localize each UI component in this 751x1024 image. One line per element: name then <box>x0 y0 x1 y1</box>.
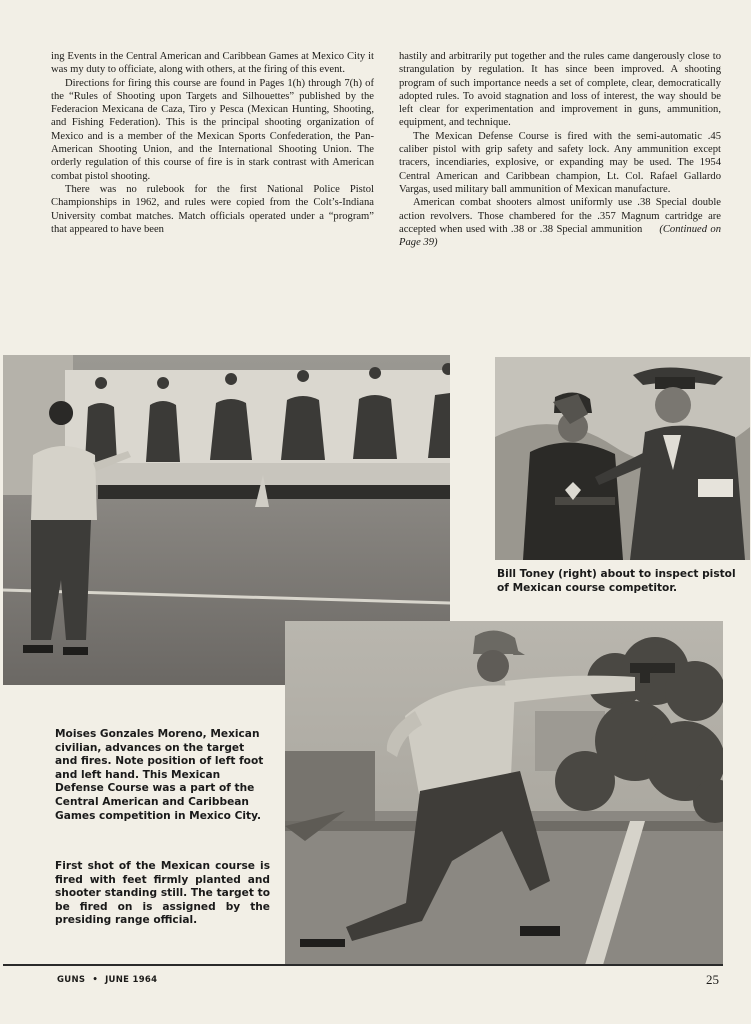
magazine-name: GUNS <box>57 975 86 985</box>
continued-note: (Continued on Page 39) <box>399 223 722 249</box>
paragraph: Directions for firing this course are found in Pages 1(h) through 7(h) of the “Rules of Shooting upon Targets and Silhouettes” published by the Federacion Mexicana de Caza, Tiro y Pesca (Mexican Hunting, Shooting, and Fishing Federation). This is the principal shooting organization of Mexico and is a member of the Mexican Sports Confederation, the Pan-American Shooting Union, and the International Shooting Union. The orderly regulation of this course of fire is in stark contrast with American combat pistol shooting. <box>51 77 374 182</box>
first-shot-caption: First shot of the Mexican course is fired with feet firmly planted and shooter standing still. The target to be fired on is assigned by the presiding range official. <box>55 860 270 927</box>
paragraph-text: American combat shooters almost uniformly use .38 Special double action revolvers. Those chambered for the .357 Magnum cartridge are accepted when used with .38 or .38 Special ammunition <box>399 197 721 235</box>
footer-rule <box>3 964 723 966</box>
moreno-caption: Moises Gonzales Moreno, Mexican civilian, advances on the target and fires. Note position of left foot and left hand. This Mexican Defense Course was a part of the Central American and Caribbean Games competition in Mexico City. <box>55 728 264 822</box>
paragraph: hastily and arbitrarily put together and the rules came dangerously close to strangulation by regulation. It has since been improved. A shooting program of such importance needs a set of complete, clear, democratically adopted rules. To avoid stagnation and loss of interest, the way should be left clear for experimentation and improvement in guns, ammunition, equipment, and technique. <box>399 51 721 129</box>
article-left-column <box>51 50 374 236</box>
paragraph: ing Events in the Central American and Caribbean Games at Mexico City it was my duty to officiate, along with others, at the firing of this event. <box>51 51 374 76</box>
firing-photo <box>285 621 723 965</box>
paragraph: The Mexican Defense Course is fired with the semi-automatic .45 caliber pistol with grip safety and safety lock. Any ammunition except tracers, incendiaries, explosive, or expanding may be used. The 1954 Central American and Caribbean champion, Lt. Col. Rafael Gallardo Vargas, used military ball ammunition of Mexican manufacture. <box>399 130 721 195</box>
article-right-column <box>399 50 721 249</box>
page-number: 25 <box>706 972 719 987</box>
separator-dot: • <box>92 975 99 985</box>
issue-date: JUNE 1964 <box>105 975 158 985</box>
paragraph <box>399 196 721 249</box>
paragraph: There was no rulebook for the first National Police Pistol Championships in 1962, and rules were copied from the Colt’s-Indiana University combat matches. Match officials operated under a “program” that appeared to have been <box>51 183 374 235</box>
inspection-photo <box>495 357 750 560</box>
footer-credit <box>57 975 157 985</box>
inspection-caption: Bill Toney (right) about to inspect pistol of Mexican course competitor. <box>497 568 736 594</box>
